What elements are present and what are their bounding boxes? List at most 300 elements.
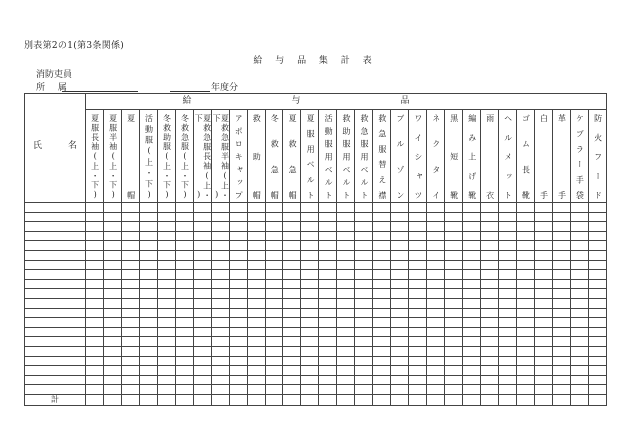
quantity-cell[interactable] xyxy=(409,270,427,280)
quantity-cell[interactable] xyxy=(211,212,229,222)
quantity-cell[interactable] xyxy=(480,289,498,299)
quantity-cell[interactable] xyxy=(337,375,355,385)
quantity-cell[interactable] xyxy=(355,356,373,366)
quantity-cell[interactable] xyxy=(139,308,157,318)
quantity-cell[interactable] xyxy=(86,327,104,337)
quantity-cell[interactable] xyxy=(534,222,552,232)
quantity-cell[interactable] xyxy=(103,222,121,232)
quantity-cell[interactable] xyxy=(463,279,481,289)
quantity-cell[interactable] xyxy=(283,222,301,232)
quantity-cell[interactable] xyxy=(445,308,463,318)
quantity-cell[interactable] xyxy=(391,346,409,356)
quantity-cell[interactable] xyxy=(534,308,552,318)
quantity-cell[interactable] xyxy=(498,203,516,213)
quantity-cell[interactable] xyxy=(570,270,588,280)
total-cell[interactable] xyxy=(427,394,445,405)
quantity-cell[interactable] xyxy=(373,308,391,318)
quantity-cell[interactable] xyxy=(301,327,319,337)
quantity-cell[interactable] xyxy=(373,366,391,376)
name-cell[interactable] xyxy=(25,318,86,328)
quantity-cell[interactable] xyxy=(427,366,445,376)
quantity-cell[interactable] xyxy=(355,250,373,260)
quantity-cell[interactable] xyxy=(480,337,498,347)
quantity-cell[interactable] xyxy=(552,260,570,270)
quantity-cell[interactable] xyxy=(570,375,588,385)
name-cell[interactable] xyxy=(25,279,86,289)
quantity-cell[interactable] xyxy=(480,385,498,395)
quantity-cell[interactable] xyxy=(283,212,301,222)
quantity-cell[interactable] xyxy=(139,241,157,251)
quantity-cell[interactable] xyxy=(427,385,445,395)
quantity-cell[interactable] xyxy=(355,241,373,251)
quantity-cell[interactable] xyxy=(229,203,247,213)
quantity-cell[interactable] xyxy=(157,212,175,222)
quantity-cell[interactable] xyxy=(516,212,534,222)
quantity-cell[interactable] xyxy=(534,289,552,299)
quantity-cell[interactable] xyxy=(211,279,229,289)
quantity-cell[interactable] xyxy=(480,250,498,260)
quantity-cell[interactable] xyxy=(391,385,409,395)
quantity-cell[interactable] xyxy=(463,203,481,213)
quantity-cell[interactable] xyxy=(211,308,229,318)
quantity-cell[interactable] xyxy=(193,203,211,213)
quantity-cell[interactable] xyxy=(193,212,211,222)
quantity-cell[interactable] xyxy=(157,366,175,376)
quantity-cell[interactable] xyxy=(498,279,516,289)
quantity-cell[interactable] xyxy=(480,308,498,318)
quantity-cell[interactable] xyxy=(319,385,337,395)
quantity-cell[interactable] xyxy=(552,222,570,232)
quantity-cell[interactable] xyxy=(157,375,175,385)
quantity-cell[interactable] xyxy=(373,356,391,366)
quantity-cell[interactable] xyxy=(463,260,481,270)
quantity-cell[interactable] xyxy=(445,385,463,395)
quantity-cell[interactable] xyxy=(103,375,121,385)
quantity-cell[interactable] xyxy=(570,241,588,251)
quantity-cell[interactable] xyxy=(301,298,319,308)
quantity-cell[interactable] xyxy=(391,270,409,280)
quantity-cell[interactable] xyxy=(211,375,229,385)
quantity-cell[interactable] xyxy=(193,366,211,376)
quantity-cell[interactable] xyxy=(355,346,373,356)
quantity-cell[interactable] xyxy=(175,260,193,270)
quantity-cell[interactable] xyxy=(103,241,121,251)
quantity-cell[interactable] xyxy=(373,375,391,385)
quantity-cell[interactable] xyxy=(337,356,355,366)
total-cell[interactable] xyxy=(570,394,588,405)
quantity-cell[interactable] xyxy=(427,289,445,299)
quantity-cell[interactable] xyxy=(498,356,516,366)
quantity-cell[interactable] xyxy=(391,250,409,260)
quantity-cell[interactable] xyxy=(552,346,570,356)
quantity-cell[interactable] xyxy=(373,327,391,337)
quantity-cell[interactable] xyxy=(445,279,463,289)
quantity-cell[interactable] xyxy=(516,250,534,260)
quantity-cell[interactable] xyxy=(337,327,355,337)
quantity-cell[interactable] xyxy=(516,279,534,289)
quantity-cell[interactable] xyxy=(355,375,373,385)
quantity-cell[interactable] xyxy=(373,212,391,222)
quantity-cell[interactable] xyxy=(247,222,265,232)
quantity-cell[interactable] xyxy=(463,222,481,232)
quantity-cell[interactable] xyxy=(588,279,606,289)
quantity-cell[interactable] xyxy=(445,337,463,347)
quantity-cell[interactable] xyxy=(445,260,463,270)
quantity-cell[interactable] xyxy=(301,241,319,251)
quantity-cell[interactable] xyxy=(265,250,283,260)
quantity-cell[interactable] xyxy=(157,298,175,308)
quantity-cell[interactable] xyxy=(103,212,121,222)
quantity-cell[interactable] xyxy=(193,241,211,251)
quantity-cell[interactable] xyxy=(337,270,355,280)
quantity-cell[interactable] xyxy=(427,308,445,318)
name-cell[interactable] xyxy=(25,375,86,385)
quantity-cell[interactable] xyxy=(229,260,247,270)
quantity-cell[interactable] xyxy=(211,327,229,337)
quantity-cell[interactable] xyxy=(409,327,427,337)
total-cell[interactable] xyxy=(463,394,481,405)
quantity-cell[interactable] xyxy=(319,366,337,376)
total-cell[interactable] xyxy=(445,394,463,405)
quantity-cell[interactable] xyxy=(427,318,445,328)
quantity-cell[interactable] xyxy=(157,231,175,241)
quantity-cell[interactable] xyxy=(121,241,139,251)
quantity-cell[interactable] xyxy=(463,308,481,318)
name-cell[interactable] xyxy=(25,289,86,299)
quantity-cell[interactable] xyxy=(337,279,355,289)
quantity-cell[interactable] xyxy=(391,279,409,289)
quantity-cell[interactable] xyxy=(373,318,391,328)
total-cell[interactable] xyxy=(283,394,301,405)
quantity-cell[interactable] xyxy=(157,279,175,289)
quantity-cell[interactable] xyxy=(265,222,283,232)
total-cell[interactable] xyxy=(157,394,175,405)
quantity-cell[interactable] xyxy=(588,385,606,395)
quantity-cell[interactable] xyxy=(516,385,534,395)
quantity-cell[interactable] xyxy=(247,212,265,222)
quantity-cell[interactable] xyxy=(534,260,552,270)
quantity-cell[interactable] xyxy=(534,250,552,260)
quantity-cell[interactable] xyxy=(409,385,427,395)
quantity-cell[interactable] xyxy=(534,337,552,347)
quantity-cell[interactable] xyxy=(552,298,570,308)
quantity-cell[interactable] xyxy=(139,260,157,270)
quantity-cell[interactable] xyxy=(283,356,301,366)
quantity-cell[interactable] xyxy=(570,337,588,347)
quantity-cell[interactable] xyxy=(211,231,229,241)
quantity-cell[interactable] xyxy=(319,260,337,270)
quantity-cell[interactable] xyxy=(265,279,283,289)
quantity-cell[interactable] xyxy=(157,222,175,232)
quantity-cell[interactable] xyxy=(337,308,355,318)
quantity-cell[interactable] xyxy=(391,289,409,299)
quantity-cell[interactable] xyxy=(588,327,606,337)
quantity-cell[interactable] xyxy=(86,318,104,328)
quantity-cell[interactable] xyxy=(121,250,139,260)
quantity-cell[interactable] xyxy=(193,250,211,260)
quantity-cell[interactable] xyxy=(265,375,283,385)
quantity-cell[interactable] xyxy=(121,222,139,232)
quantity-cell[interactable] xyxy=(157,241,175,251)
quantity-cell[interactable] xyxy=(427,356,445,366)
quantity-cell[interactable] xyxy=(283,231,301,241)
quantity-cell[interactable] xyxy=(445,375,463,385)
quantity-cell[interactable] xyxy=(139,203,157,213)
name-cell[interactable] xyxy=(25,203,86,213)
quantity-cell[interactable] xyxy=(175,385,193,395)
quantity-cell[interactable] xyxy=(319,250,337,260)
quantity-cell[interactable] xyxy=(301,308,319,318)
quantity-cell[interactable] xyxy=(265,231,283,241)
quantity-cell[interactable] xyxy=(463,375,481,385)
total-cell[interactable] xyxy=(121,394,139,405)
quantity-cell[interactable] xyxy=(355,318,373,328)
quantity-cell[interactable] xyxy=(211,270,229,280)
total-cell[interactable] xyxy=(480,394,498,405)
quantity-cell[interactable] xyxy=(175,231,193,241)
quantity-cell[interactable] xyxy=(211,222,229,232)
quantity-cell[interactable] xyxy=(552,279,570,289)
quantity-cell[interactable] xyxy=(427,375,445,385)
quantity-cell[interactable] xyxy=(588,356,606,366)
quantity-cell[interactable] xyxy=(445,203,463,213)
quantity-cell[interactable] xyxy=(319,375,337,385)
quantity-cell[interactable] xyxy=(534,375,552,385)
quantity-cell[interactable] xyxy=(463,289,481,299)
quantity-cell[interactable] xyxy=(103,203,121,213)
quantity-cell[interactable] xyxy=(229,385,247,395)
quantity-cell[interactable] xyxy=(355,366,373,376)
quantity-cell[interactable] xyxy=(516,375,534,385)
quantity-cell[interactable] xyxy=(103,366,121,376)
quantity-cell[interactable] xyxy=(86,366,104,376)
quantity-cell[interactable] xyxy=(498,241,516,251)
quantity-cell[interactable] xyxy=(193,385,211,395)
quantity-cell[interactable] xyxy=(337,222,355,232)
quantity-cell[interactable] xyxy=(463,366,481,376)
quantity-cell[interactable] xyxy=(570,289,588,299)
quantity-cell[interactable] xyxy=(175,375,193,385)
quantity-cell[interactable] xyxy=(229,298,247,308)
quantity-cell[interactable] xyxy=(247,250,265,260)
quantity-cell[interactable] xyxy=(247,241,265,251)
total-cell[interactable] xyxy=(373,394,391,405)
quantity-cell[interactable] xyxy=(355,203,373,213)
quantity-cell[interactable] xyxy=(247,231,265,241)
quantity-cell[interactable] xyxy=(86,203,104,213)
quantity-cell[interactable] xyxy=(534,279,552,289)
quantity-cell[interactable] xyxy=(427,212,445,222)
quantity-cell[interactable] xyxy=(86,222,104,232)
quantity-cell[interactable] xyxy=(283,327,301,337)
quantity-cell[interactable] xyxy=(337,385,355,395)
quantity-cell[interactable] xyxy=(516,308,534,318)
quantity-cell[interactable] xyxy=(265,260,283,270)
quantity-cell[interactable] xyxy=(229,289,247,299)
total-cell[interactable] xyxy=(588,394,606,405)
name-cell[interactable] xyxy=(25,346,86,356)
quantity-cell[interactable] xyxy=(355,327,373,337)
quantity-cell[interactable] xyxy=(301,250,319,260)
quantity-cell[interactable] xyxy=(283,203,301,213)
quantity-cell[interactable] xyxy=(103,298,121,308)
quantity-cell[interactable] xyxy=(319,337,337,347)
quantity-cell[interactable] xyxy=(409,260,427,270)
quantity-cell[interactable] xyxy=(409,203,427,213)
quantity-cell[interactable] xyxy=(211,366,229,376)
quantity-cell[interactable] xyxy=(588,270,606,280)
quantity-cell[interactable] xyxy=(229,270,247,280)
quantity-cell[interactable] xyxy=(301,270,319,280)
name-cell[interactable] xyxy=(25,260,86,270)
quantity-cell[interactable] xyxy=(319,203,337,213)
quantity-cell[interactable] xyxy=(229,241,247,251)
total-cell[interactable] xyxy=(355,394,373,405)
quantity-cell[interactable] xyxy=(283,366,301,376)
quantity-cell[interactable] xyxy=(283,375,301,385)
quantity-cell[interactable] xyxy=(409,298,427,308)
quantity-cell[interactable] xyxy=(175,298,193,308)
quantity-cell[interactable] xyxy=(319,241,337,251)
quantity-cell[interactable] xyxy=(301,279,319,289)
quantity-cell[interactable] xyxy=(409,289,427,299)
quantity-cell[interactable] xyxy=(570,250,588,260)
quantity-cell[interactable] xyxy=(103,279,121,289)
quantity-cell[interactable] xyxy=(265,366,283,376)
quantity-cell[interactable] xyxy=(480,318,498,328)
quantity-cell[interactable] xyxy=(319,308,337,318)
quantity-cell[interactable] xyxy=(409,308,427,318)
quantity-cell[interactable] xyxy=(552,241,570,251)
quantity-cell[interactable] xyxy=(283,279,301,289)
quantity-cell[interactable] xyxy=(265,346,283,356)
quantity-cell[interactable] xyxy=(534,356,552,366)
quantity-cell[interactable] xyxy=(337,318,355,328)
quantity-cell[interactable] xyxy=(498,289,516,299)
quantity-cell[interactable] xyxy=(265,270,283,280)
quantity-cell[interactable] xyxy=(121,270,139,280)
quantity-cell[interactable] xyxy=(570,318,588,328)
quantity-cell[interactable] xyxy=(229,231,247,241)
quantity-cell[interactable] xyxy=(480,231,498,241)
quantity-cell[interactable] xyxy=(157,385,175,395)
quantity-cell[interactable] xyxy=(193,222,211,232)
quantity-cell[interactable] xyxy=(211,250,229,260)
quantity-cell[interactable] xyxy=(570,327,588,337)
quantity-cell[interactable] xyxy=(247,385,265,395)
quantity-cell[interactable] xyxy=(498,327,516,337)
quantity-cell[interactable] xyxy=(265,298,283,308)
quantity-cell[interactable] xyxy=(139,270,157,280)
quantity-cell[interactable] xyxy=(480,375,498,385)
quantity-cell[interactable] xyxy=(391,308,409,318)
quantity-cell[interactable] xyxy=(211,356,229,366)
name-cell[interactable] xyxy=(25,231,86,241)
quantity-cell[interactable] xyxy=(391,260,409,270)
quantity-cell[interactable] xyxy=(409,222,427,232)
quantity-cell[interactable] xyxy=(445,231,463,241)
quantity-cell[interactable] xyxy=(355,385,373,395)
quantity-cell[interactable] xyxy=(373,231,391,241)
quantity-cell[interactable] xyxy=(247,356,265,366)
quantity-cell[interactable] xyxy=(463,298,481,308)
quantity-cell[interactable] xyxy=(86,289,104,299)
name-cell[interactable] xyxy=(25,222,86,232)
quantity-cell[interactable] xyxy=(301,231,319,241)
name-cell[interactable] xyxy=(25,327,86,337)
quantity-cell[interactable] xyxy=(139,289,157,299)
quantity-cell[interactable] xyxy=(409,279,427,289)
quantity-cell[interactable] xyxy=(337,241,355,251)
quantity-cell[interactable] xyxy=(463,250,481,260)
quantity-cell[interactable] xyxy=(121,337,139,347)
quantity-cell[interactable] xyxy=(337,260,355,270)
quantity-cell[interactable] xyxy=(121,327,139,337)
quantity-cell[interactable] xyxy=(516,337,534,347)
quantity-cell[interactable] xyxy=(301,375,319,385)
quantity-cell[interactable] xyxy=(337,366,355,376)
quantity-cell[interactable] xyxy=(265,241,283,251)
quantity-cell[interactable] xyxy=(463,385,481,395)
quantity-cell[interactable] xyxy=(193,346,211,356)
quantity-cell[interactable] xyxy=(157,346,175,356)
quantity-cell[interactable] xyxy=(265,308,283,318)
quantity-cell[interactable] xyxy=(355,270,373,280)
total-cell[interactable] xyxy=(498,394,516,405)
quantity-cell[interactable] xyxy=(229,212,247,222)
quantity-cell[interactable] xyxy=(193,308,211,318)
quantity-cell[interactable] xyxy=(427,327,445,337)
quantity-cell[interactable] xyxy=(498,222,516,232)
quantity-cell[interactable] xyxy=(355,289,373,299)
quantity-cell[interactable] xyxy=(337,289,355,299)
quantity-cell[interactable] xyxy=(498,346,516,356)
quantity-cell[interactable] xyxy=(121,231,139,241)
quantity-cell[interactable] xyxy=(193,231,211,241)
quantity-cell[interactable] xyxy=(516,356,534,366)
quantity-cell[interactable] xyxy=(121,308,139,318)
quantity-cell[interactable] xyxy=(552,270,570,280)
quantity-cell[interactable] xyxy=(103,385,121,395)
quantity-cell[interactable] xyxy=(301,289,319,299)
quantity-cell[interactable] xyxy=(391,212,409,222)
quantity-cell[interactable] xyxy=(337,203,355,213)
quantity-cell[interactable] xyxy=(139,298,157,308)
quantity-cell[interactable] xyxy=(283,298,301,308)
quantity-cell[interactable] xyxy=(391,337,409,347)
quantity-cell[interactable] xyxy=(463,327,481,337)
quantity-cell[interactable] xyxy=(445,346,463,356)
quantity-cell[interactable] xyxy=(175,241,193,251)
quantity-cell[interactable] xyxy=(283,250,301,260)
quantity-cell[interactable] xyxy=(445,241,463,251)
quantity-cell[interactable] xyxy=(283,241,301,251)
quantity-cell[interactable] xyxy=(463,346,481,356)
quantity-cell[interactable] xyxy=(373,337,391,347)
quantity-cell[interactable] xyxy=(157,250,175,260)
quantity-cell[interactable] xyxy=(534,385,552,395)
quantity-cell[interactable] xyxy=(211,318,229,328)
quantity-cell[interactable] xyxy=(121,318,139,328)
quantity-cell[interactable] xyxy=(139,222,157,232)
quantity-cell[interactable] xyxy=(103,346,121,356)
quantity-cell[interactable] xyxy=(373,279,391,289)
quantity-cell[interactable] xyxy=(445,250,463,260)
quantity-cell[interactable] xyxy=(337,250,355,260)
quantity-cell[interactable] xyxy=(86,260,104,270)
quantity-cell[interactable] xyxy=(121,366,139,376)
quantity-cell[interactable] xyxy=(427,222,445,232)
